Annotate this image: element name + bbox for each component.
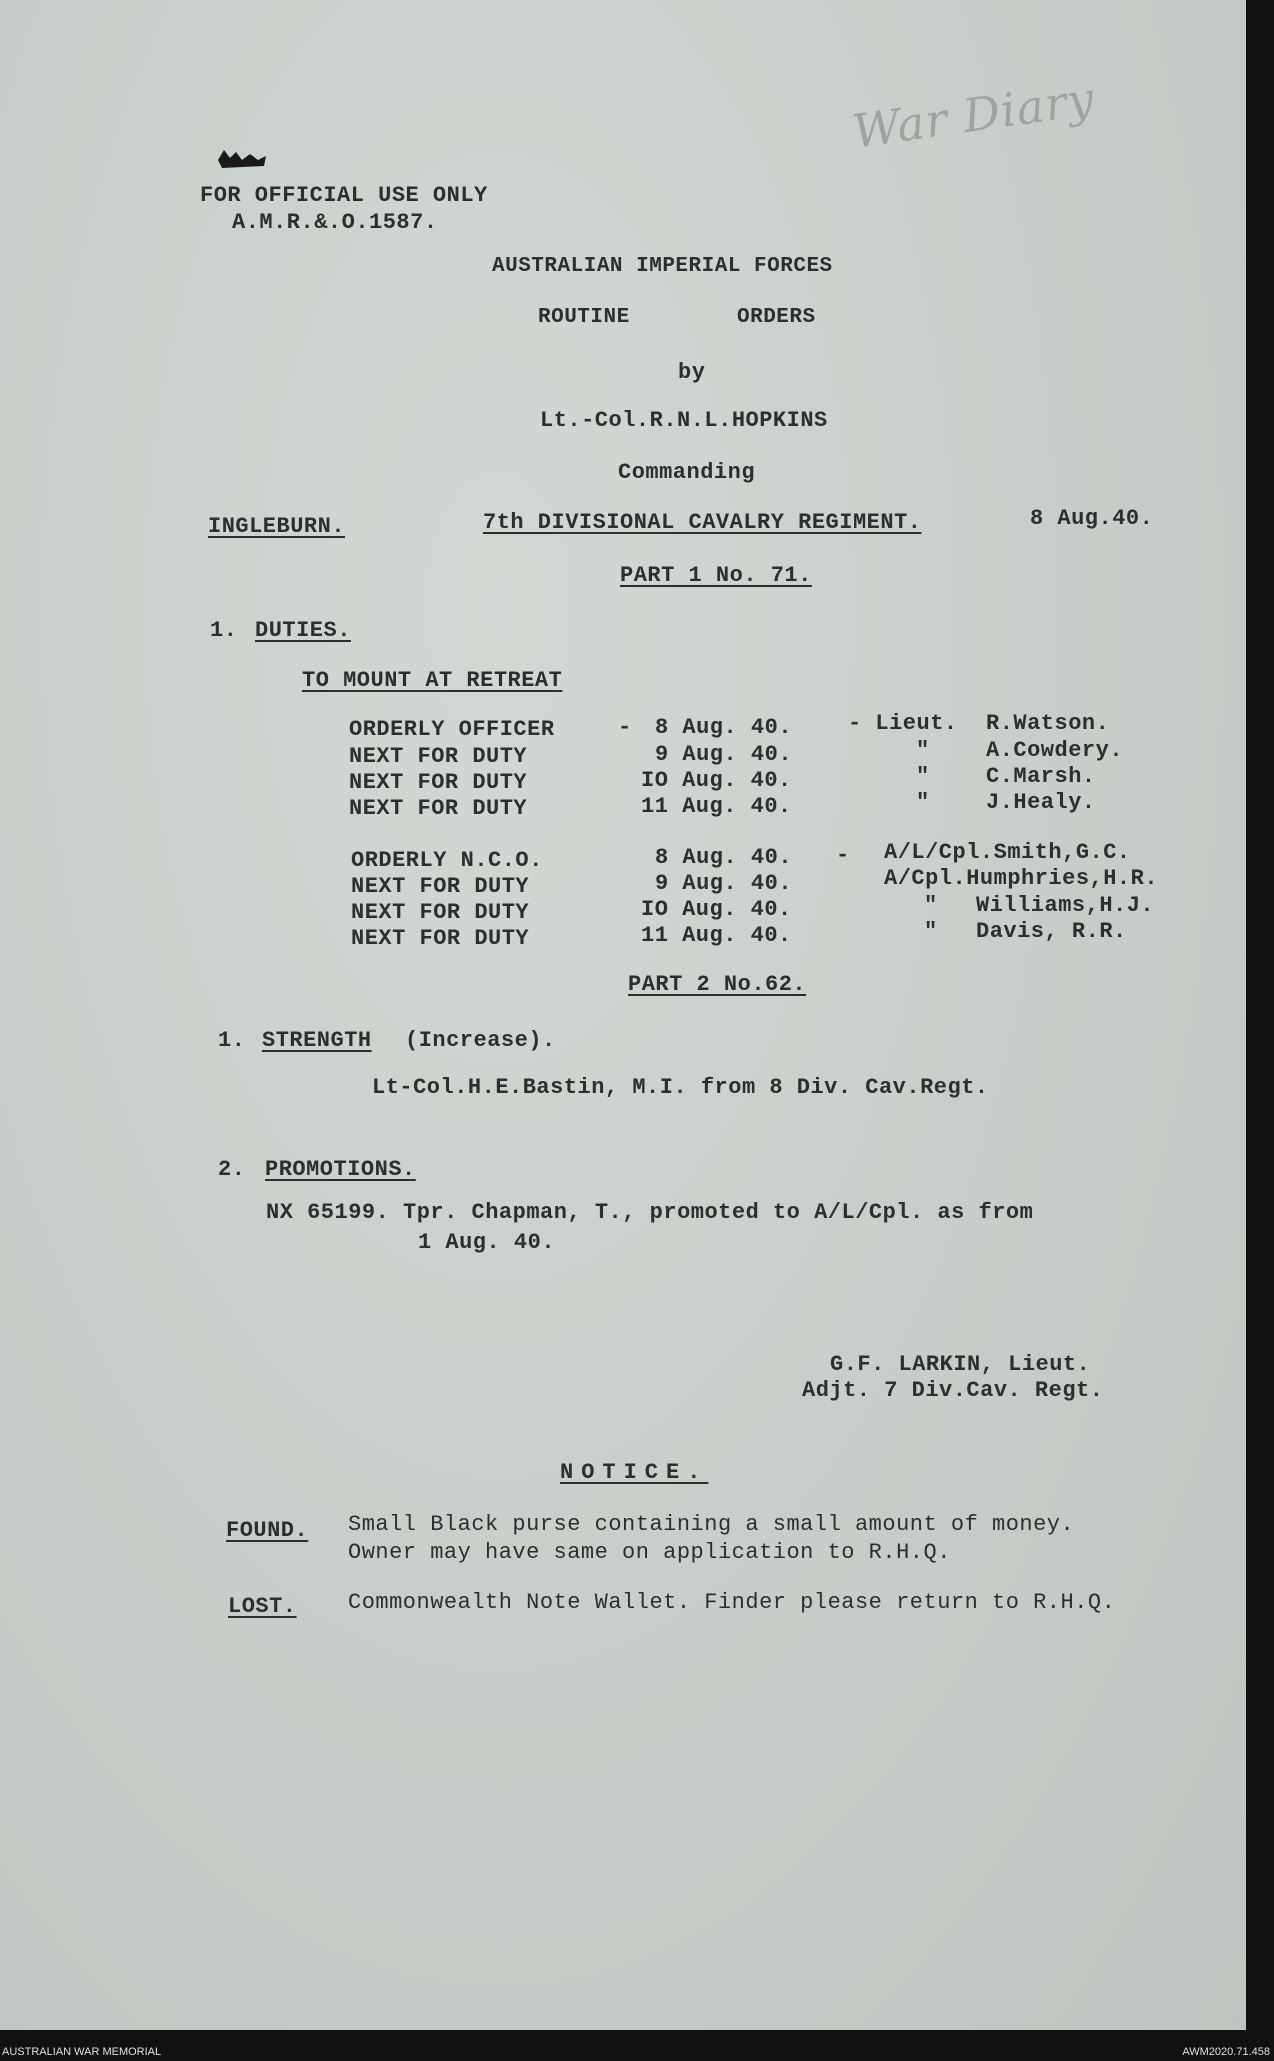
roster-rank: - Lieut. bbox=[848, 711, 958, 736]
promotions-number: 2. bbox=[218, 1157, 246, 1182]
roster-role: ORDERLY OFFICER bbox=[349, 717, 555, 742]
roster-date: 8 Aug. 40. bbox=[655, 845, 793, 870]
found-label: FOUND. bbox=[226, 1518, 309, 1543]
archive-footer bbox=[0, 2044, 1274, 2061]
routine-title: ROUTINE bbox=[538, 306, 630, 329]
roster-role: NEXT FOR DUTY bbox=[349, 744, 528, 769]
roster-dash: - bbox=[618, 715, 632, 740]
found-text-line1: Small Black purse containing a small amount of money. bbox=[348, 1512, 1075, 1537]
roster-date: 9 Aug. 40. bbox=[655, 871, 793, 896]
order-date: 8 Aug.40. bbox=[1030, 506, 1154, 531]
roster-name: J.Healy. bbox=[986, 790, 1096, 815]
found-text-line2: Owner may have same on application to R.H.Q. bbox=[348, 1540, 951, 1565]
roster-name: C.Marsh. bbox=[986, 764, 1096, 789]
orders-title: ORDERS bbox=[737, 306, 816, 329]
promotion-entry: NX 65199. Tpr. Chapman, T., promoted to A/L/Cpl. as from bbox=[266, 1200, 1034, 1225]
roster-ditto: " bbox=[916, 764, 930, 789]
regiment-name: 7th DIVISIONAL CAVALRY REGIMENT. bbox=[483, 510, 922, 535]
order-reference: A.M.R.&.O.1587. bbox=[232, 210, 438, 235]
strength-suffix: (Increase). bbox=[405, 1028, 556, 1053]
promotions-heading: PROMOTIONS. bbox=[265, 1157, 416, 1182]
roster-role: NEXT FOR DUTY bbox=[351, 926, 530, 951]
roster-ditto: " bbox=[916, 738, 930, 763]
strength-heading: STRENGTH bbox=[262, 1028, 372, 1053]
notice-heading: NOTICE. bbox=[560, 1460, 709, 1485]
roster-ditto: " bbox=[916, 790, 930, 815]
signature-title: Adjt. 7 Div.Cav. Regt. bbox=[802, 1378, 1104, 1403]
part2-heading: PART 2 No.62. bbox=[628, 972, 807, 997]
part1-heading: PART 1 No. 71. bbox=[620, 563, 812, 588]
roster-ditto: " bbox=[924, 893, 938, 918]
lost-text: Commonwealth Note Wallet. Finder please return to R.H.Q. bbox=[348, 1590, 1116, 1615]
footer-institution: AUSTRALIAN WAR MEMORIAL bbox=[2, 2046, 162, 2058]
roster-name: Williams,H.J. bbox=[976, 893, 1155, 918]
roster-date: 8 Aug. 40. bbox=[655, 715, 793, 740]
roster-name: A/L/Cpl.Smith,G.C. bbox=[884, 840, 1131, 865]
by-text: by bbox=[678, 360, 706, 385]
punch-hole-mark bbox=[214, 148, 274, 172]
roster-dash: - bbox=[836, 843, 850, 868]
roster-role: NEXT FOR DUTY bbox=[351, 900, 530, 925]
location-place: INGLEBURN. bbox=[208, 514, 346, 539]
roster-name: Davis, R.R. bbox=[976, 919, 1127, 944]
promotion-entry-date: 1 Aug. 40. bbox=[418, 1230, 556, 1255]
footer-reference: AWM2020.71.458 bbox=[1182, 2046, 1270, 2058]
commanding-text: Commanding bbox=[618, 460, 756, 485]
strength-entry: Lt-Col.H.E.Bastin, M.I. from 8 Div. Cav.Regt. bbox=[372, 1075, 989, 1100]
roster-date: IO Aug. 40. bbox=[641, 897, 792, 922]
strength-number: 1. bbox=[218, 1028, 246, 1053]
signature-name: G.F. LARKIN, Lieut. bbox=[830, 1352, 1091, 1377]
official-use-label: FOR OFFICIAL USE ONLY bbox=[200, 183, 488, 208]
roster-role: ORDERLY N.C.O. bbox=[351, 848, 543, 873]
roster-date: IO Aug. 40. bbox=[641, 768, 792, 793]
roster-date: 11 Aug. 40. bbox=[641, 923, 792, 948]
roster-name: A/Cpl.Humphries,H.R. bbox=[884, 866, 1159, 891]
roster-name: A.Cowdery. bbox=[986, 738, 1124, 763]
mount-at-retreat-heading: TO MOUNT AT RETREAT bbox=[302, 668, 563, 693]
duties-number: 1. bbox=[210, 618, 238, 643]
duties-heading: DUTIES. bbox=[255, 618, 351, 643]
handwritten-annotation: War Diary bbox=[849, 71, 1098, 159]
roster-date: 9 Aug. 40. bbox=[655, 742, 793, 767]
forces-title: AUSTRALIAN IMPERIAL FORCES bbox=[492, 255, 833, 278]
roster-role: NEXT FOR DUTY bbox=[349, 770, 528, 795]
roster-ditto: " bbox=[924, 919, 938, 944]
roster-date: 11 Aug. 40. bbox=[641, 794, 792, 819]
lost-label: LOST. bbox=[228, 1594, 297, 1619]
roster-role: NEXT FOR DUTY bbox=[351, 874, 530, 899]
roster-role: NEXT FOR DUTY bbox=[349, 796, 528, 821]
roster-name: R.Watson. bbox=[986, 711, 1110, 736]
commander-name: Lt.-Col.R.N.L.HOPKINS bbox=[540, 408, 828, 433]
